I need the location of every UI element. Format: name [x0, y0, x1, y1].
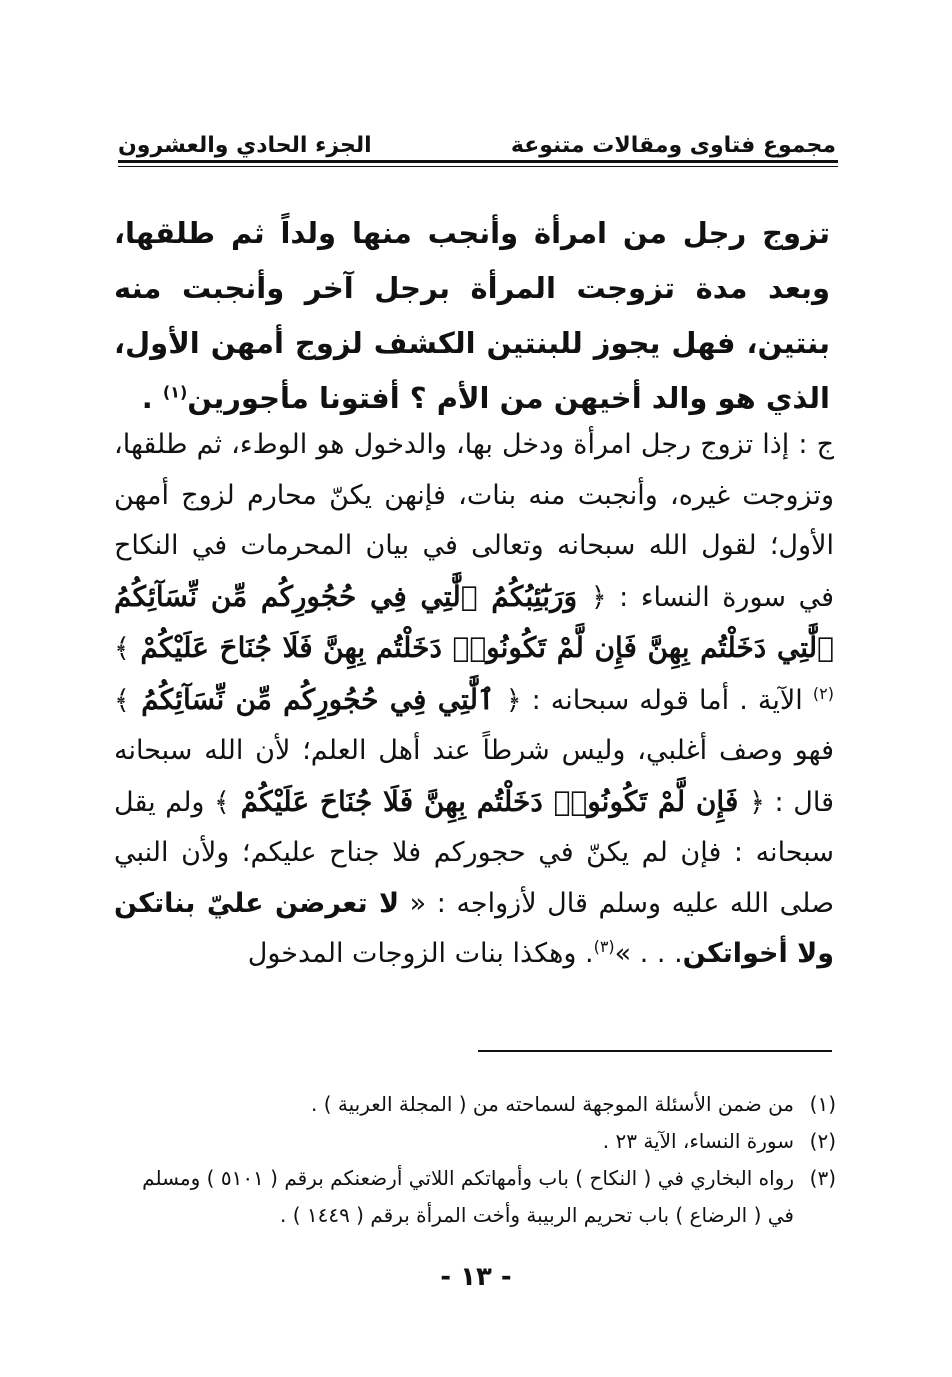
question-end: .	[141, 381, 163, 415]
answer-part-4: ﴾ ولم يقل سبحانه : فإن لم يكنّ في حجوركم فلا جناح عليكم؛ ولأن النبي صلى الله عليه وسلم قال لأزواجه : «	[114, 786, 835, 919]
question-paragraph	[114, 206, 830, 426]
answer-part-2: الآية . أما قوله سبحانه : ﴿	[505, 684, 813, 716]
answer-part-6: . وهكذا بنات الزوجات المدخول	[247, 938, 594, 969]
hadith-quote: لا تعرضن عليّ بناتكن ولا أخواتكن	[114, 887, 834, 969]
footnote-item	[112, 1160, 836, 1234]
page-number: - ١٣ -	[440, 1262, 512, 1292]
footnote-text: رواه البخاري في ( النكاح ) باب وأمهاتكم اللاتي أرضعنكم برقم ( ٥١٠١ ) ومسلم في ( الرضاع ) باب تحريم الربيبة وأخت المرأة برقم ( ١٤٤٩ ) .	[142, 1166, 794, 1227]
question-text: تزوج رجل من امرأة وأنجب منها ولداً ثم طلقها، وبعد مدة تزوجت المرأة برجل آخر وأنجبت منه بنتين، فهل يجوز للبنتين الكشف لزوج أمهن الأول، الذي هو والد أخيهن من الأم ؟ أفتونا مأجورين	[114, 216, 830, 415]
footnote-item	[112, 1086, 836, 1123]
footnote-text: سورة النساء، الآية ٢٣ .	[602, 1129, 794, 1153]
header-book-title: مجموع فتاوى ومقالات متنوعة	[510, 133, 836, 158]
footnote-ref-2: (٢)	[812, 683, 834, 703]
answer-body	[114, 420, 834, 980]
header-volume-title: الجزء الحادي والعشرون	[118, 133, 372, 158]
footnote-number: (٢)	[809, 1129, 836, 1153]
running-header	[118, 122, 836, 158]
footnotes	[112, 1086, 836, 1234]
footnote-separator	[478, 1050, 832, 1052]
footnote-ref-1: (١)	[162, 382, 188, 402]
quran-verse-3: فَإِن لَّمْ تَكُونُوا۟ دَخَلْتُم بِهِنَّ فَلَا جُنَاحَ عَلَيْكُمْ	[229, 784, 750, 818]
answer-paragraph	[114, 420, 834, 980]
quran-verse-1: وَرَبَٰٓئِبُكُمُ ٱلَّٰتِي فِي حُجُورِكُم مِّن نِّسَآئِكُمُ ٱلَّٰتِي دَخَلْتُم بِهِنَّ فَإِن لَّمْ تَكُونُوا۟ دَخَلْتُم بِهِنَّ فَلَا جُنَاحَ عَلَيْكُمْ	[114, 579, 834, 664]
quran-verse-2: ٱلَّٰتِي فِي حُجُورِكُم مِّن نِّسَآئِكُمُ	[129, 682, 506, 716]
answer-intro: ج : إذا تزوج رجل امرأة ودخل بها، والدخول هو الوطء، ثم طلقها، وتزوجت غيره، وأنجبت منه بنات، فإنهن يكنّ محارم لزوج أمهن الأول؛ لقول الله سبحانه وتعالى في بيان المحرمات في النكاح في سورة النساء : ﴿	[114, 429, 834, 613]
footnote-ref-3: (٣)	[593, 937, 615, 956]
footnote-number: (٣)	[809, 1166, 836, 1190]
footnote-item	[112, 1123, 836, 1160]
answer-part-5: . . . »	[614, 938, 683, 969]
header-rule-thick	[118, 160, 838, 163]
footnote-number: (١)	[809, 1092, 836, 1116]
answer-part-3: ﴾ فهو وصف أغلبي، وليس شرطاً عند أهل العلم؛ لأن الله سبحانه قال : ﴿	[114, 684, 834, 818]
quran-close-bracket-1: ﴾	[114, 633, 130, 664]
footnote-text: من ضمن الأسئلة الموجهة لسماحته من ( المجلة العربية ) .	[311, 1092, 794, 1116]
header-rule-thin	[118, 166, 838, 167]
